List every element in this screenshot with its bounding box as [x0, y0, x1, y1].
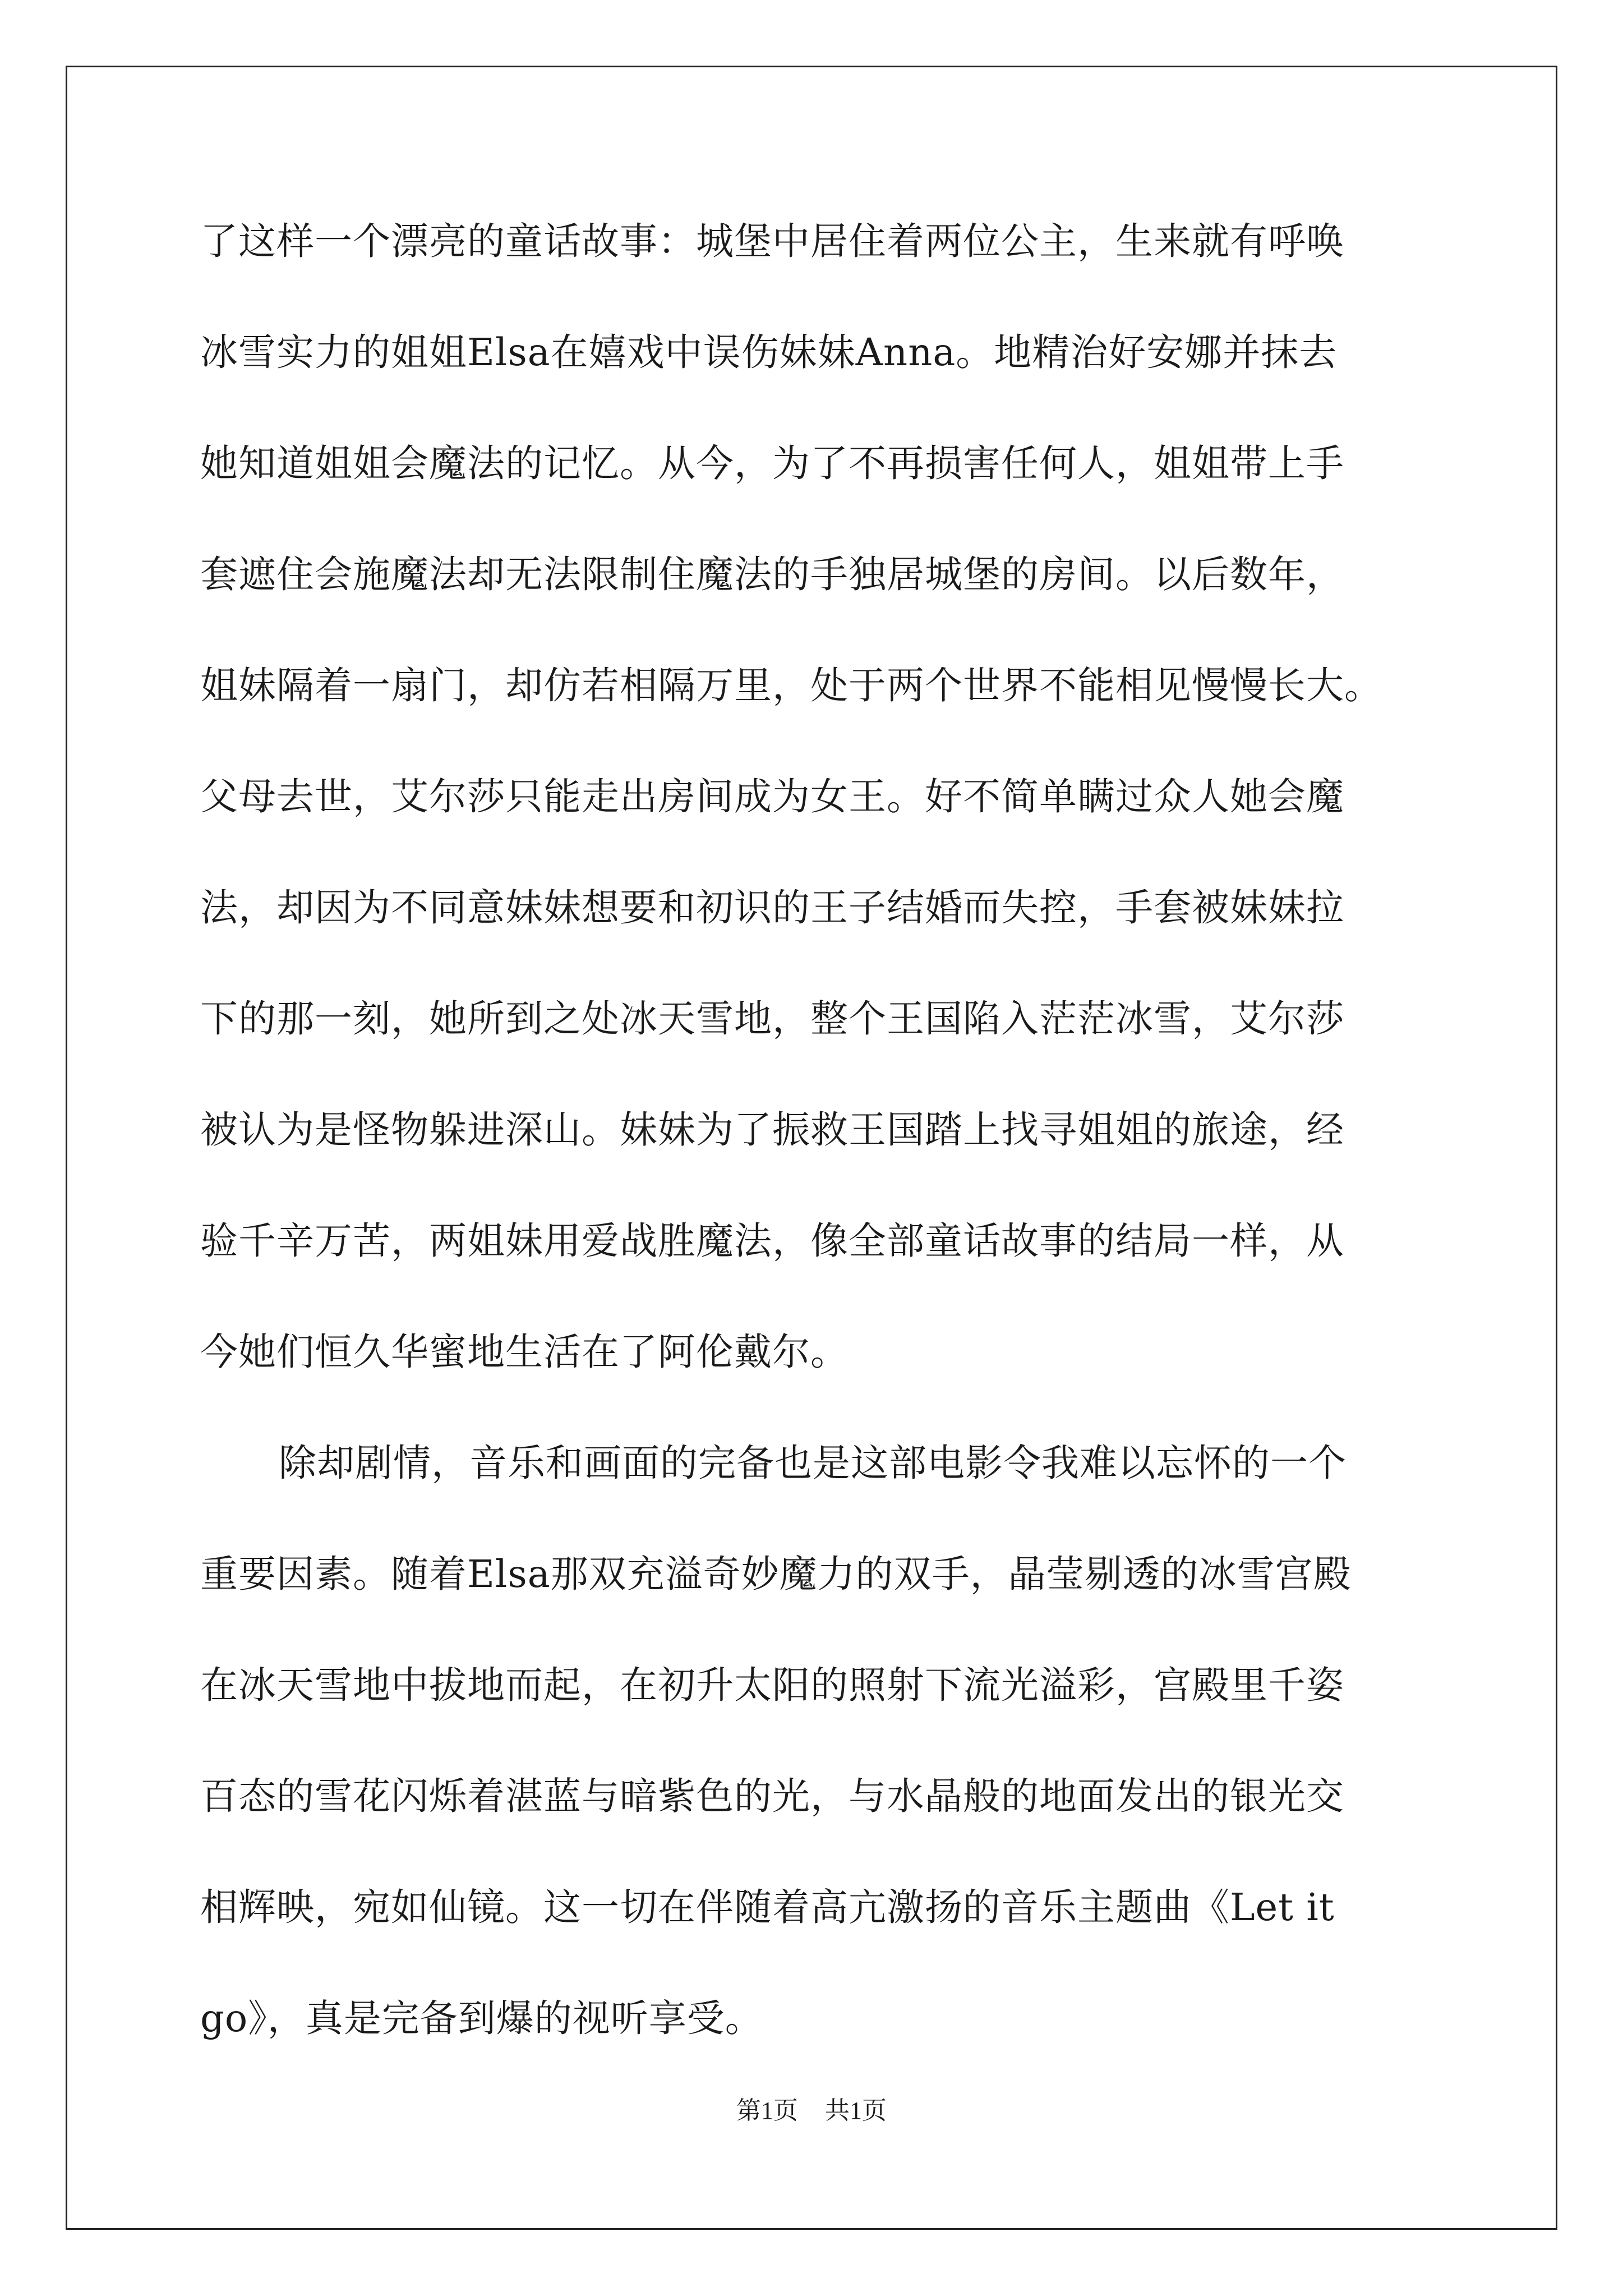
text-line: 了这样一个漂亮的童话故事：城堡中居住着两位公主，生来就有呼唤: [200, 219, 1344, 263]
text-line: 百态的雪花闪烁着湛蓝与暗紫色的光，与水晶般的地面发出的银光交: [200, 1774, 1344, 1818]
text-line: 下的那一刻，她所到之处冰天雪地，整个王国陷入茫茫冰雪，艾尔莎: [200, 997, 1344, 1041]
text-line: 法，却因为不同意妹妹想要和初识的王子结婚而失控，手套被妹妹拉: [200, 886, 1344, 930]
text-line: 被认为是怪物躲进深山。妹妹为了振救王国踏上找寻姐姐的旅途，经: [200, 1108, 1344, 1152]
page-number: 第1页: [736, 2097, 798, 2124]
text-line: go》，真是完备到爆的视听享受。: [200, 1996, 763, 2040]
text-line: 验千辛万苦，两姐妹用爱战胜魔法，像全部童话故事的结局一样，从: [200, 1219, 1344, 1263]
paragraph-1: [200, 199, 1434, 1421]
text-line: 父母去世，艾尔莎只能走出房间成为女王。好不简单瞒过众人她会魔: [200, 775, 1344, 818]
page-total: 共1页: [825, 2097, 887, 2124]
text-line: 重要因素。随着Elsa那双充溢奇妙魔力的双手，晶莹剔透的冰雪宫殿: [200, 1552, 1352, 1596]
page-footer: [0, 2090, 1623, 2126]
text-line: 除却剧情，音乐和画面的完备也是这部电影令我难以忘怀的一个: [279, 1441, 1347, 1485]
text-line: 她知道姐姐会魔法的记忆。从今，为了不再损害任何人，姐姐带上手: [200, 441, 1344, 485]
text-line: 姐妹隔着一扇门，却仿若相隔万里，处于两个世界不能相见慢慢长大。: [200, 664, 1382, 707]
text-line: 今她们恒久华蜜地生活在了阿伦戴尔。: [200, 1330, 849, 1374]
text-line: 在冰天雪地中拔地而起，在初升太阳的照射下流光溢彩，宫殿里千姿: [200, 1663, 1344, 1707]
text-line: 套遮住会施魔法却无法限制住魔法的手独居城堡的房间。以后数年，: [200, 553, 1344, 596]
text-line: 相辉映，宛如仙镜。这一切在伴随着高亢激扬的音乐主题曲《Let it: [200, 1885, 1335, 1929]
document-body: [200, 199, 1434, 2087]
text-line: 冰雪实力的姐姐Elsa在嬉戏中误伤妹妹Anna。地精治好安娜并抹去: [200, 330, 1338, 374]
paragraph-2: [200, 1421, 1434, 2087]
